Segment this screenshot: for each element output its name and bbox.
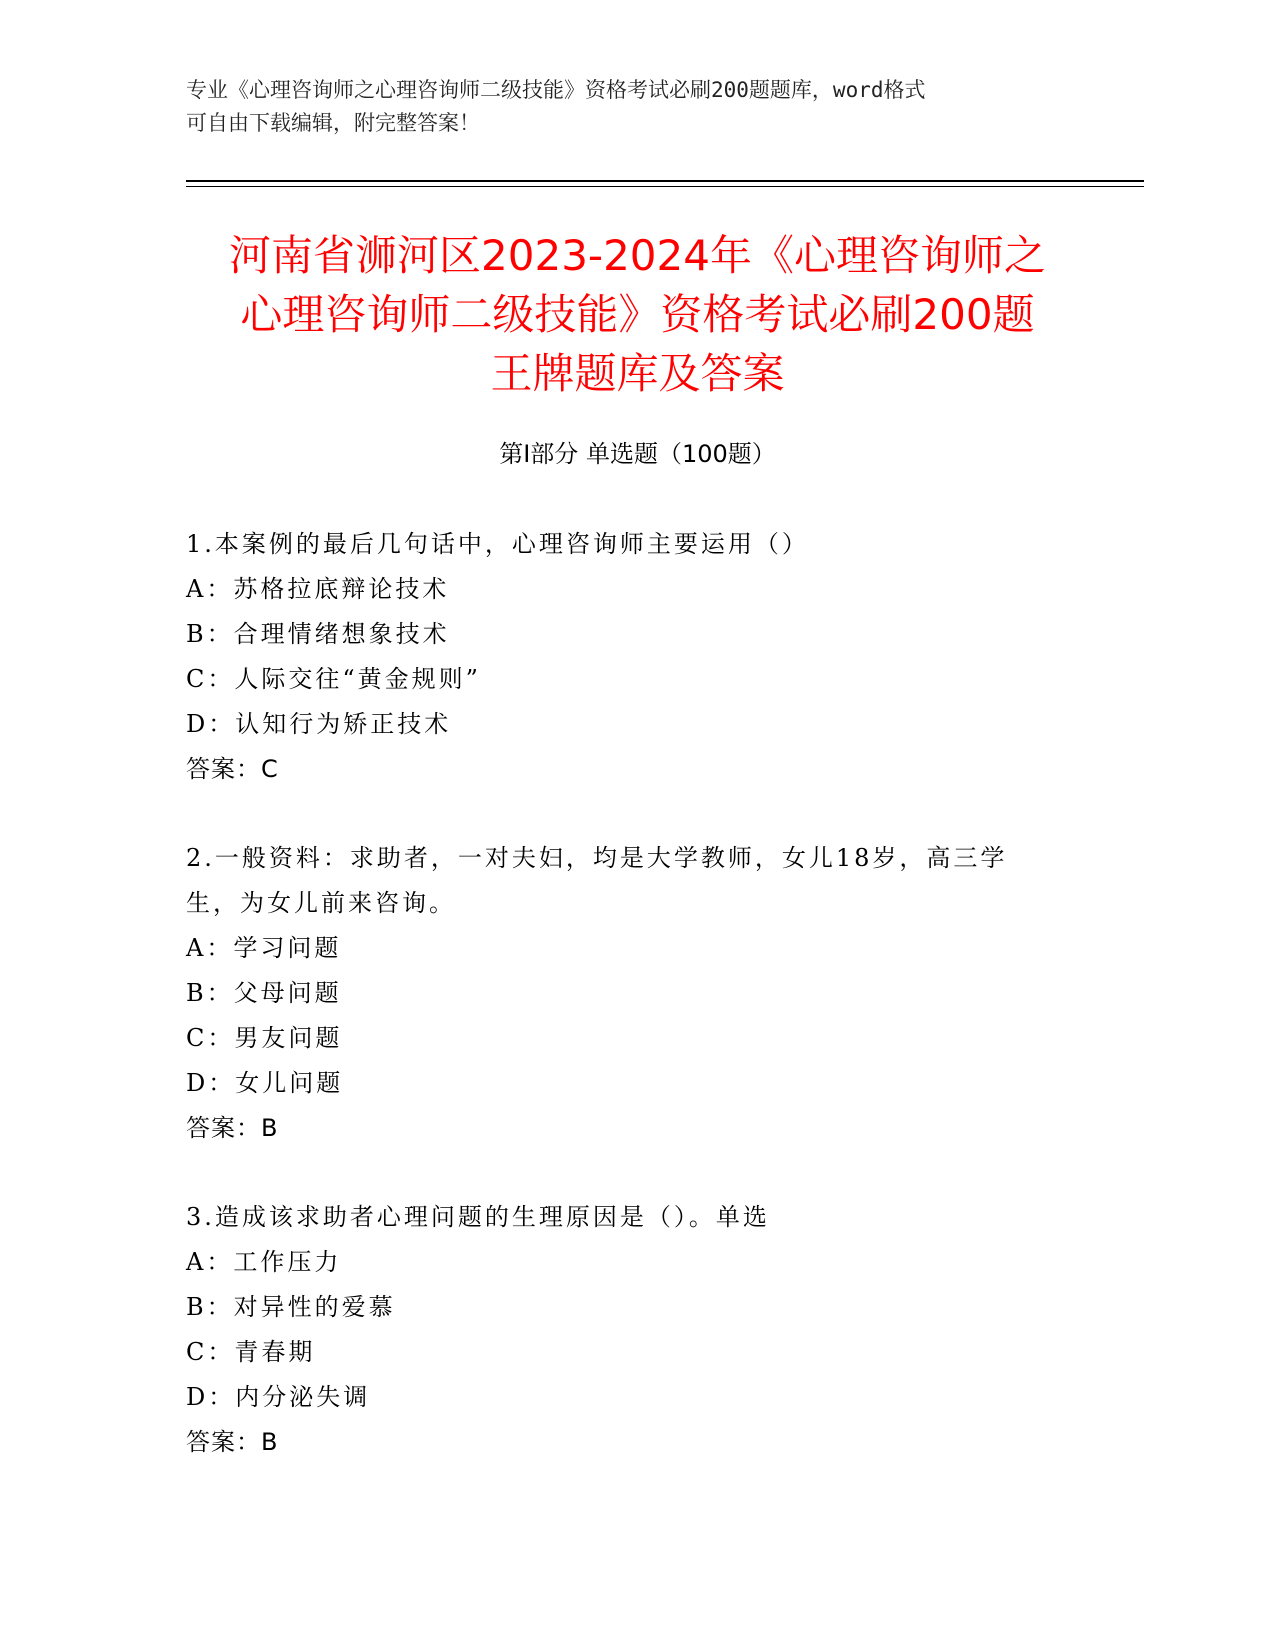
option-a: A：工作压力 — [186, 1248, 342, 1276]
question-1 — [186, 522, 1086, 792]
answer: 答案：B — [186, 1428, 279, 1456]
answer: 答案：C — [186, 755, 279, 783]
question-stem-line-2: 生，为女儿前来咨询。 — [186, 889, 456, 917]
header-rule-thin — [186, 186, 1144, 187]
option-b: B：对异性的爱慕 — [186, 1293, 396, 1321]
question-3 — [186, 1195, 1086, 1465]
header-note — [186, 74, 1066, 140]
option-c: C：男友问题 — [186, 1024, 343, 1052]
question-stem: 3.造成该求助者心理问题的生理原因是（）。单选 — [186, 1203, 770, 1231]
document-title — [190, 226, 1085, 403]
question-stem: 1.本案例的最后几句话中，心理咨询师主要运用（） — [186, 530, 809, 558]
header-rule-thick — [186, 180, 1144, 182]
option-c: C：人际交往“黄金规则” — [186, 665, 481, 693]
answer: 答案：B — [186, 1114, 279, 1142]
option-c: C：青春期 — [186, 1338, 316, 1366]
option-b: B：父母问题 — [186, 979, 342, 1007]
header-note-line-1: 专业《心理咨询师之心理咨询师二级技能》资格考试必刷200题题库，word格式 — [186, 78, 926, 102]
option-a: A：苏格拉底辩论技术 — [186, 575, 450, 603]
title-line-2: 心理咨询师二级技能》资格考试必刷200题 — [240, 290, 1035, 339]
question-list — [186, 522, 1086, 1509]
question-stem-line-1: 2.一般资料：求助者，一对夫妇，均是大学教师，女儿18岁，高三学 — [186, 844, 1008, 872]
option-d: D：认知行为矫正技术 — [186, 710, 452, 738]
section-heading: 第Ⅰ部分 单选题（100题） — [499, 440, 776, 468]
title-line-3: 王牌题库及答案 — [490, 349, 785, 398]
title-line-1: 河南省浉河区2023-2024年《心理咨询师之 — [229, 231, 1046, 280]
header-note-line-2: 可自由下载编辑，附完整答案！ — [186, 111, 480, 135]
option-d: D：内分泌失调 — [186, 1383, 371, 1411]
question-2 — [186, 836, 1086, 1151]
option-b: B：合理情绪想象技术 — [186, 620, 450, 648]
option-a: A：学习问题 — [186, 934, 342, 962]
option-d: D：女儿问题 — [186, 1069, 344, 1097]
